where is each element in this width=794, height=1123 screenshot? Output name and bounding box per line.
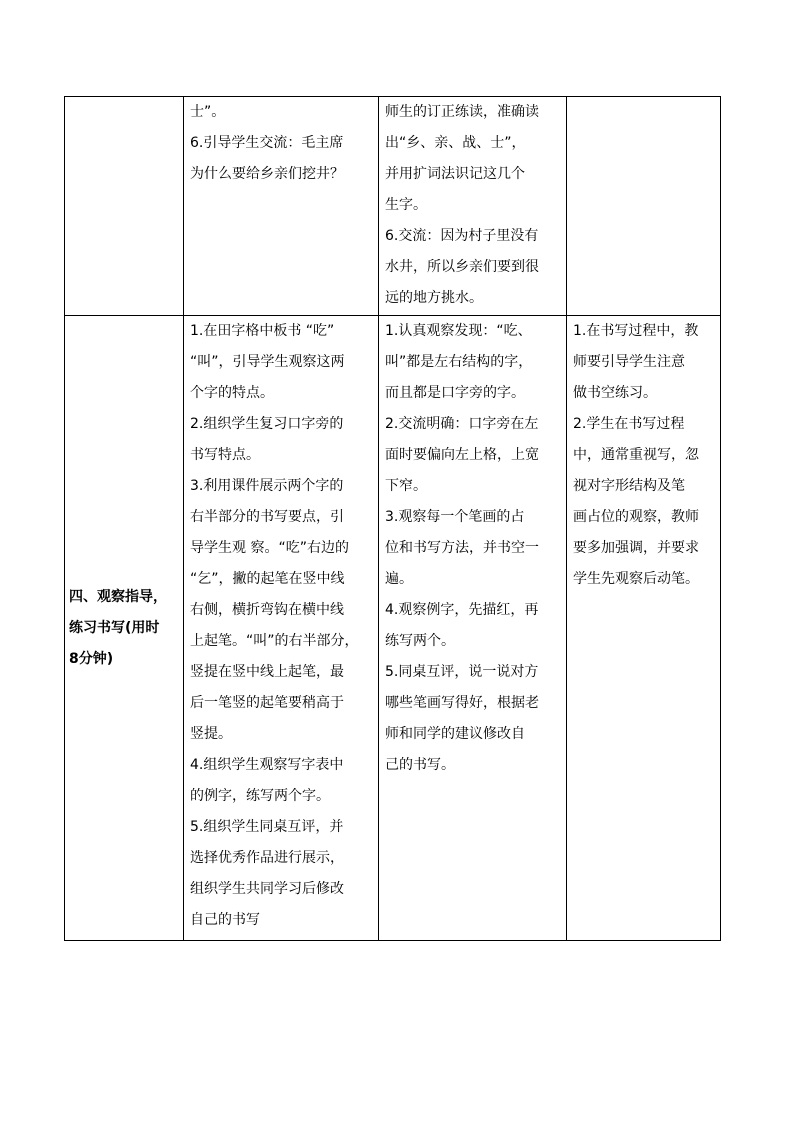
text-line: 位和书写方法，并书空一 [385,540,539,556]
text-line: 己的书写。 [385,757,455,773]
text-line: 士”。 [190,104,226,120]
text-line: 1.在田字格中板书 “吃” [190,323,335,339]
text-line: 导学生观 察。“吃”右边的 [190,540,349,556]
text-line: 并用扩词法识记这几个 [385,166,525,182]
text-line: 出“乡、亲、战、士”， [385,135,526,151]
text-line: 2.学生在书写过程 [573,416,685,432]
text-line: 2.交流明确：口字旁在左 [385,416,539,432]
text-line: 8分钟) [69,650,114,667]
text-line: 6.引导学生交流：毛主席 [190,135,344,151]
text-line: 竖提在竖中线上起笔，最 [190,664,344,680]
stage-cell [65,316,184,941]
text-line: “乞”，撇的起笔在竖中线 [190,571,345,587]
text-line: 视对字形结构及笔 [573,478,685,494]
student-activity-cell [379,97,567,316]
text-line: 师要引导学生注意 [573,354,685,370]
text-line: 竖提。 [190,726,232,742]
text-line: 4.组织学生观察写字表中 [190,757,344,773]
text-line: 4.观察例字，先描红，再 [385,602,539,618]
text-line: 右侧，横折弯钩在横中线 [190,602,344,618]
text-line: 而且都是口字旁的字。 [385,385,525,401]
text-line: 要多加强调，并要求 [573,540,699,556]
text-line: 3.观察每一个笔画的占 [385,509,525,525]
text-line: 远的地方挑水。 [385,290,483,306]
text-line: 2.组织学生复习口字旁的 [190,416,344,432]
text-line: 学生先观察后动笔。 [573,571,699,587]
text-line: 水井，所以乡亲们要到很 [385,259,539,275]
table-row [65,316,721,941]
notes-cell [567,97,721,316]
text-line: 做书空练习。 [573,385,657,401]
text-line: 3.利用课件展示两个字的 [190,478,344,494]
text-line: 练写两个。 [385,633,455,649]
text-line: 中，通常重视写，忽 [573,447,699,463]
student-activity-cell [379,316,567,941]
text-line: 5.组织学生同桌互评，并 [190,819,344,835]
text-line: 哪些笔画写得好，根据老 [385,695,539,711]
text-line: 练习书写(用时 [69,619,160,636]
text-line: 下窄。 [385,478,427,494]
text-line: 书写特点。 [190,447,260,463]
teacher-activity-cell [184,97,379,316]
text-line: 上起笔。“叫”的右半部分， [190,633,359,649]
text-line: 师生的订正练读，准确读 [385,104,539,120]
teacher-activity-cell [184,316,379,941]
text-line: 后一笔竖的起笔要稍高于 [190,695,344,711]
text-line: 叫”都是左右结构的字， [385,354,533,370]
lesson-plan-table [64,96,721,941]
text-line: 1.在书写过程中，教 [573,323,699,339]
text-line: 的例字，练写两个字。 [190,788,330,804]
text-line: 面时要偏向左上格，上宽 [385,447,539,463]
text-line: 四、观察指导， [69,588,167,605]
text-line: 选择优秀作品进行展示， [190,850,344,866]
text-line: 师和同学的建议修改自 [385,726,525,742]
notes-cell [567,316,721,941]
text-line: 遍。 [385,571,413,587]
text-line: 组织学生共同学习后修改 [190,881,344,897]
text-line: 右半部分的书写要点，引 [190,509,344,525]
text-line: 自己的书写 [190,912,260,928]
text-line: 6.交流：因为村子里没有 [385,228,539,244]
text-line: 生字。 [385,197,427,213]
text-line: “叫”，引导学生观察这两 [190,354,345,370]
text-line: 为什么要给乡亲们挖井？ [190,166,344,182]
stage-cell [65,97,184,316]
text-line: 1.认真观察发现：“吃、 [385,323,532,339]
text-line: 画占位的观察，教师 [573,509,699,525]
text-line: 5.同桌互评，说一说对方 [385,664,539,680]
table-row [65,97,721,316]
text-line: 个字的特点。 [190,385,274,401]
